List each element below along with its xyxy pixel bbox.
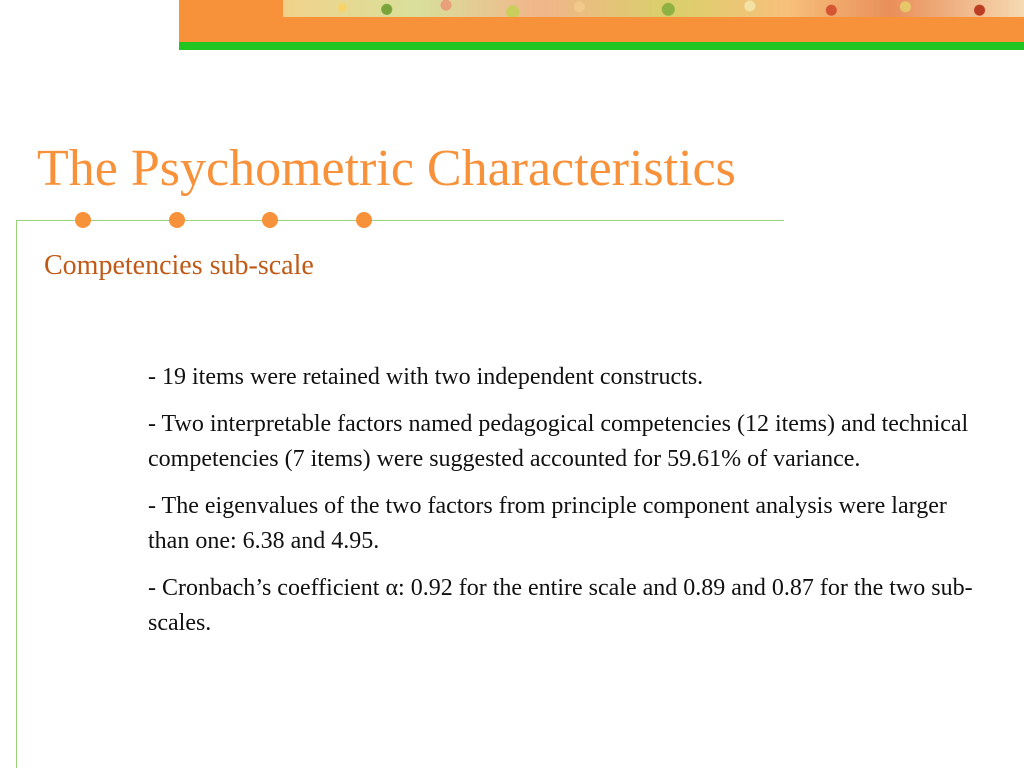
- left-vertical-rule: [16, 220, 17, 768]
- decorative-dot-icon: [75, 212, 91, 228]
- decorative-floral-banner-image: [283, 0, 1024, 17]
- decorative-dot-icon: [169, 212, 185, 228]
- top-green-rule: [179, 42, 1024, 50]
- body-point: - The eigenvalues of the two factors from principle component analysis were larger than one: 6.38 and 4.95.: [148, 493, 947, 554]
- body-point: - 19 items were retained with two independent constructs.: [148, 364, 704, 390]
- decorative-dot-icon: [356, 212, 372, 228]
- decorative-dot-icon: [262, 212, 278, 228]
- body-text: [148, 360, 994, 653]
- body-point: - Two interpretable factors named pedagogical competencies (12 items) and technical competencies (7 items) were suggested accounted for 59.61% of variance.: [148, 411, 969, 472]
- body-point: - Cronbach’s coefficient α: 0.92 for the entire scale and 0.89 and 0.87 for the two sub-scales.: [148, 575, 973, 636]
- section-subtitle: Competencies sub-scale: [44, 250, 314, 281]
- page-title: The Psychometric Characteristics: [37, 140, 736, 197]
- title-underline-rule: [16, 220, 784, 221]
